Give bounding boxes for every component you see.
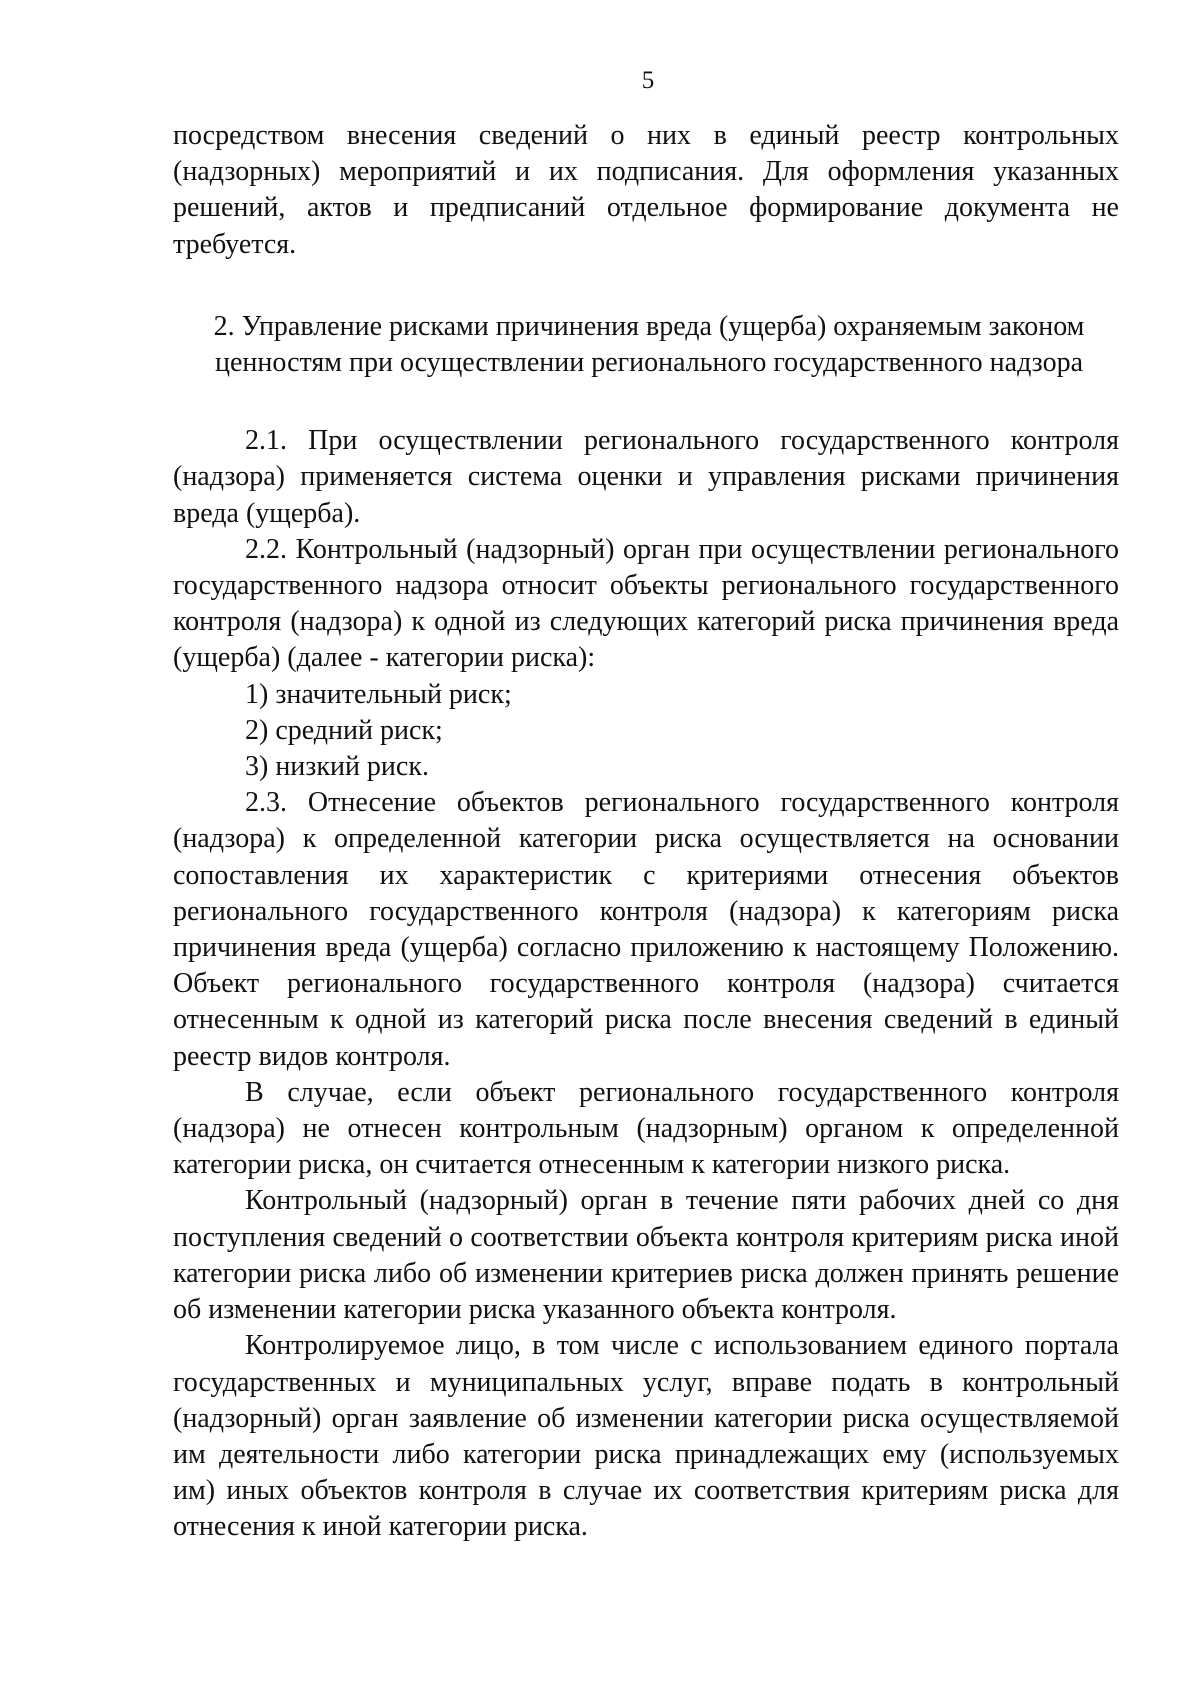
risk-list-item-medium: 2) средний риск; <box>245 714 443 746</box>
paragraph-change-decision: Контрольный (надзорный) орган в течение пяти рабочих дней со дня поступления сведений о соответствии объекта контроля критериям риска иной категории риска либо об изменении критериев риска должен принять решение об изменении категории риска указанного объекта контроля. <box>173 1185 1119 1326</box>
risk-list-item-low: 3) низкий риск. <box>245 751 429 783</box>
risk-category-list <box>173 677 1119 786</box>
paragraph-default-category: В случае, если объект регионального государственного контроля (надзора) не отнесен контрольным (надзорным) органом к определенной категории риска, он считается отнесенным к категории низкого риска. <box>173 1076 1119 1181</box>
risk-list-item-significant: 1) значительный риск; <box>245 678 512 710</box>
document-body <box>173 118 1119 1546</box>
paragraph-2-2: 2.2. Контрольный (надзорный) орган при осуществлении регионального государственного надзора относит объекты регионального государственного контроля (надзора) к одной из следующих категорий риска причинения вреда (ущерба) (далее - категории риска): <box>173 533 1119 674</box>
page-number: 5 <box>641 67 655 94</box>
paragraph-application: Контролируемое лицо, в том числе с использованием единого портала государственных и муниципальных услуг, вправе подать в контрольный (надзорный) орган заявление об изменении категории риска осуществляемой им деятельности либо категории риска принадлежащих ему (используемых им) иных объектов контроля в случае их соответствия критериям риска для отнесения к иной категории риска. <box>173 1330 1119 1543</box>
paragraph-2-1: 2.1. При осуществлении регионального государственного контроля (надзора) применяется система оценки и управления рисками причинения вреда (ущерба). <box>173 425 1119 529</box>
intro-paragraph: посредством внесения сведений о них в единый реестр контрольных (надзорных) мероприятий и их подписания. Для оформления указанных решений, актов и предписаний отдельное формирование документа не требуется. <box>173 120 1119 260</box>
paragraph-2-3: 2.3. Отнесение объектов регионального государственного контроля (надзора) к определенной категории риска осуществляется на основании сопоставления их характеристик с критериями отнесения объектов регионального государственного контроля (надзора) к категориям риска причинения вреда (ущерба) согласно приложению к настоящему Положению. Объект регионального государственного контроля (надзора) считается отнесенным к одной из категорий риска после внесения сведений в единый реестр видов контроля. <box>173 787 1119 1072</box>
section-heading: 2. Управление рисками причинения вреда (ущерба) охраняемым законом ценностям при осуществлении регионального государственного надзора <box>213 310 1085 379</box>
